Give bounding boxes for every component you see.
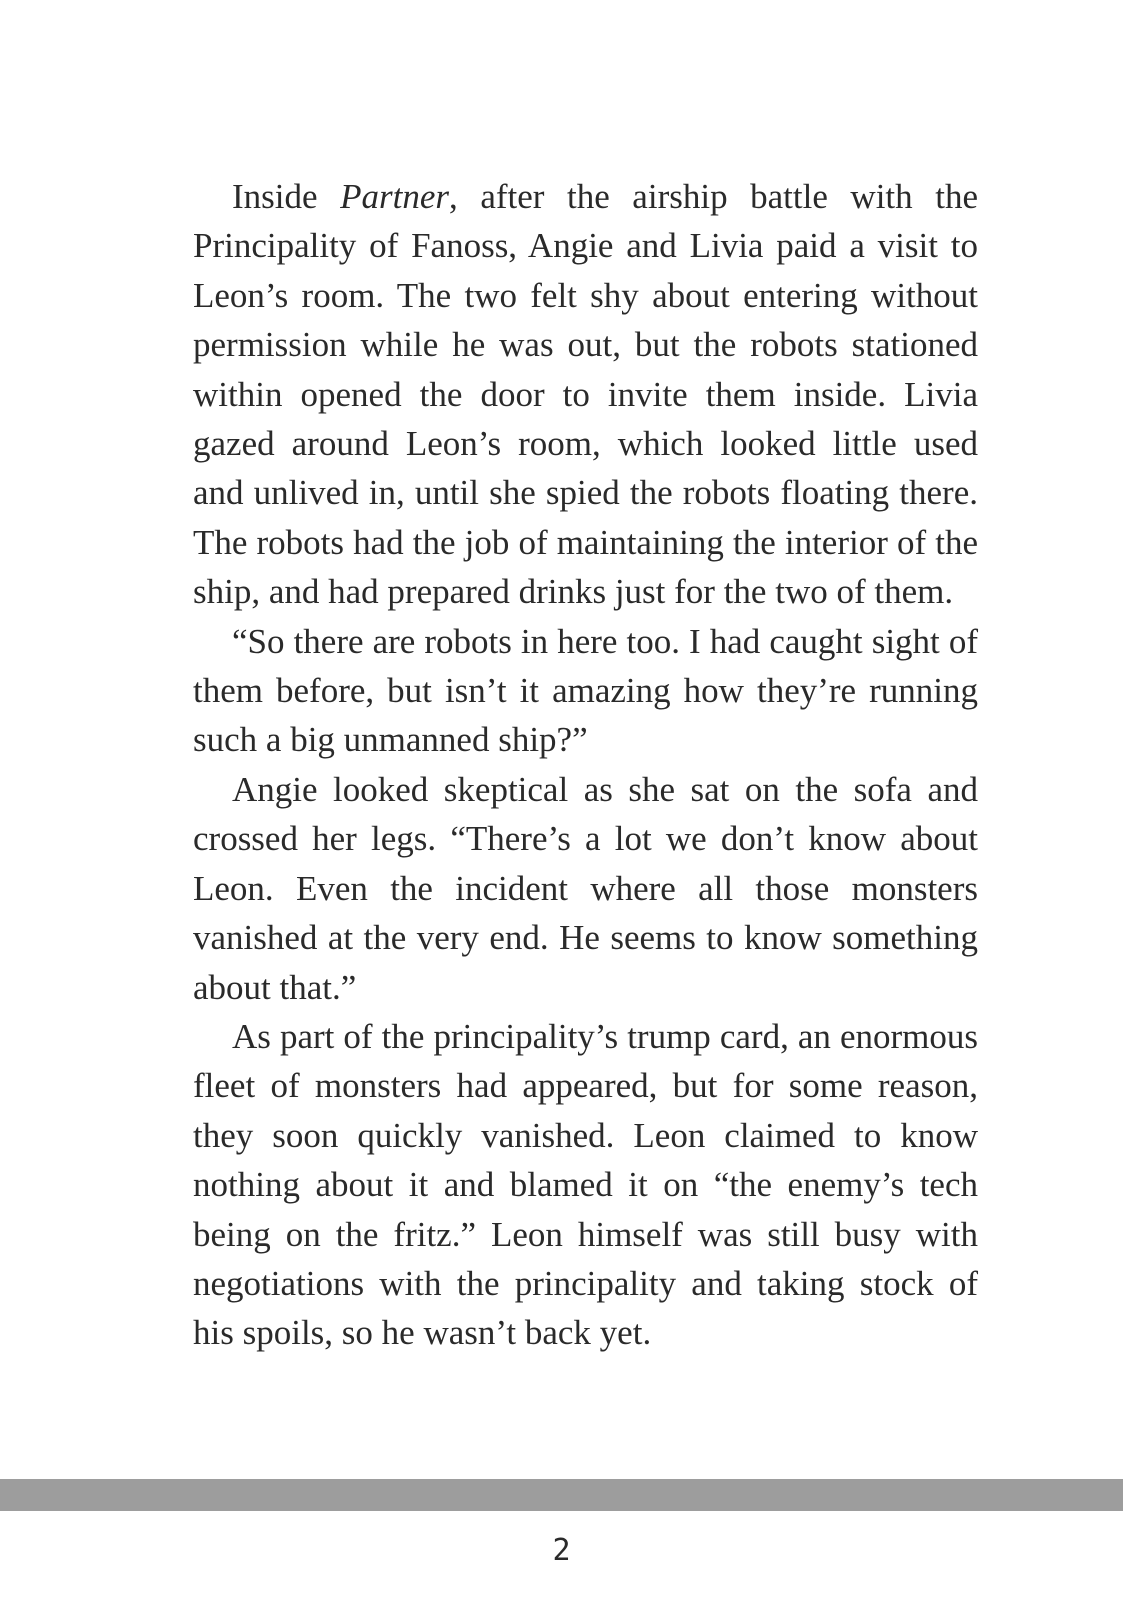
paragraph-1 xyxy=(193,172,978,617)
paragraph-3: Angie looked skeptical as she sat on the sofa and crossed her legs. “There’s a lot we don’t know about Leon. Even the incident where all those monsters vanished at the very end. He seems to know something about that.” xyxy=(193,769,978,1007)
paragraph-4: As part of the principality’s trump card, an enormous fleet of monsters had appeared, but for some reason, they soon quickly vanished. Leon claimed to know nothing about it and blamed it on “the enemy’s tech being on the fritz.” Leon himself was still busy with negotiations with the principality and taking stock of his spoils, so he wasn’t back yet. xyxy=(193,1016,978,1353)
paragraph-1-text: , after the airship battle with the Principality of Fanoss, Angie and Livia paid a visit to Leon’s room. The two felt shy about entering without permission while he was out, but the robots stationed within opened the door to invite them inside. Livia gazed around Leon’s room, which looked little used and unlived in, until she spied the robots floating there. The robots had the job of maintaining the interior of the ship, and had prepared drinks just for the two of them. xyxy=(193,177,978,612)
ship-name: Partner xyxy=(340,177,449,216)
paragraph-2: “So there are robots in here too. I had caught sight of them before, but isn’t it amazing how they’re running such a big unmanned ship?” xyxy=(193,621,978,760)
footer-bar xyxy=(0,1479,1123,1511)
page-number: 2 xyxy=(552,1533,571,1568)
body-text xyxy=(193,172,978,1358)
paragraph-1-intro: Inside xyxy=(232,177,341,216)
